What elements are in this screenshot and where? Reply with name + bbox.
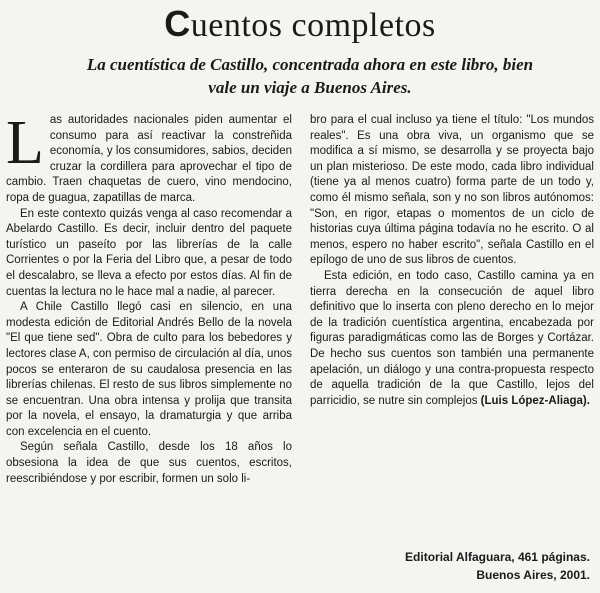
paragraph-4: Según señala Castillo, desde los 18 años lo obsesiona la idea de que sus cuentos, escritos, reescribiéndose y por escribir, formen un solo li- — [6, 441, 292, 485]
paragraph-1-text: as autoridades nacionales piden aumentar el consumo para así reactivar la constreñida economía, y los consumidores, sabios, deciden cruzar la cordillera para aprovechar el tipo de cambio. Traen chaquetas de cuero, vino mendocino, ropa de guagua, zapatillas de marca. — [6, 114, 292, 204]
title-rest: uentos completos — [190, 7, 436, 44]
publication-place-year: Buenos Aires, 2001. — [476, 568, 590, 582]
paragraph-6 — [310, 269, 594, 409]
paragraph-5: bro para el cual incluso ya tiene el título: "Los mundos reales". Es una obra viva, un organismo que se modifica a sí mismo, se desarrolla y se proyecta bajo un plan misterioso. De este modo, cada libro individual (tiene ya al menos cuatro) forma parte de un todo y, como él mismo señala, son y no son libros autónomos: "Son, en rigor, etapas o momentos de un ciclo de historias cuya última página todavía no he escrito. O al menos, espero no haber escrito", señala Castillo en el epílogo de uno de sus libros de cuentos. — [310, 114, 594, 267]
left-column — [6, 113, 292, 589]
subtitle-line-1: La cuentística de Castillo, concentrada ahora en este libro, bien — [86, 55, 534, 74]
paragraph-1 — [6, 113, 292, 207]
page-title — [0, 4, 600, 46]
subtitle — [60, 53, 560, 99]
publisher-pages: Editorial Alfaguara, 461 páginas. — [405, 550, 590, 564]
paragraph-6-text: Esta edición, en todo caso, Castillo camina ya en tierra derecha en la consecución de aquel libro definitivo que lo inserta con pleno derecho en lo mejor de la tradición cuentística argentina, encabezada por figuras paradigmáticas como las de Borges y Cortázar. De hecho sus cuentos son también una permanente apelación, un diálogo y una contra-propuesta respecto de aquella tradición de la que Castillo, lejos del parricidio, se nutre sin complejos — [310, 269, 594, 407]
subtitle-line-2: vale un viaje a Buenos Aires. — [208, 78, 412, 97]
title-initial: C — [164, 3, 191, 44]
book-info — [405, 548, 590, 584]
paragraph-2: En este contexto quizás venga al caso recomendar a Abelardo Castillo. Es decir, incluir dentro del paquete turístico un paseíto por las librerías de la calle Corrientes o por la Feria del Libro que, a pesar de todo el descalabro, se lleva a efecto por estos días. Al fin de cuentas la lectura no le hace mal a nadie, al parecer. — [6, 207, 292, 298]
paragraph-3: A Chile Castillo llegó casi en silencio, en una modesta edición de Editorial Andrés Bello de la novela "El que tiene sed". Obra de culto para los bebedores y lectores clase A, con permiso de circulación al día, unos pocos se enteraron de su caudalosa presencia en las librerías chilenas. El resto de sus libros simplemente no se encuentran. Una obra intensa y prolija que transita por la novela, el ensayo, la dramaturgia y que arriba con excelencia en el cuento. — [6, 301, 292, 438]
drop-cap: L — [6, 113, 44, 177]
author-credit: (Luis López-Aliaga). — [480, 394, 590, 407]
right-column — [310, 113, 594, 513]
